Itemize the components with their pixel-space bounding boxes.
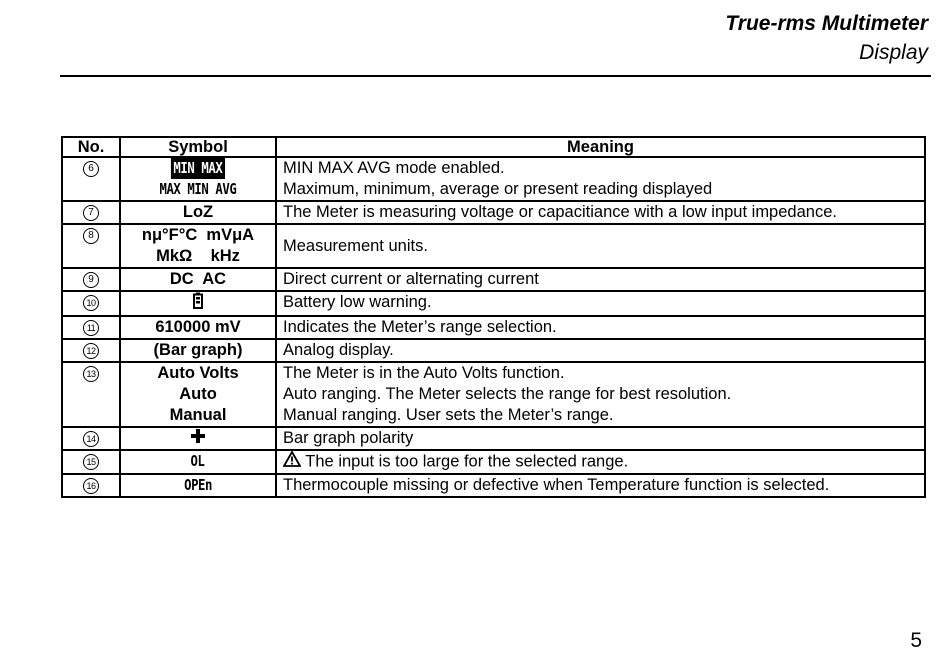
meaning-line: Auto ranging. The Meter selects the range for best resolution. — [283, 385, 732, 403]
meaning-line: Direct current or alternating current — [283, 270, 539, 288]
range-indicator: 610000 mV — [155, 318, 241, 336]
manual-indicator: Manual — [169, 406, 227, 424]
table-row — [62, 224, 925, 268]
auto-volts-indicator: Auto Volts — [157, 364, 239, 382]
item-number: 15 — [83, 454, 99, 470]
meaning-line: Thermocouple missing or defective when Temperature function is selected. — [283, 476, 830, 495]
meaning-line: Indicates the Meter’s range selection. — [283, 318, 557, 336]
auto-indicator: Auto — [179, 385, 217, 403]
overload-indicator: OL — [191, 452, 205, 471]
symbol-cell — [120, 339, 276, 362]
meaning-cell — [276, 474, 925, 497]
item-number: 10 — [83, 295, 99, 311]
symbol-cell — [120, 474, 276, 497]
symbol-cell — [120, 157, 276, 201]
bar-graph-label: (Bar graph) — [153, 341, 243, 359]
meaning-cell — [276, 268, 925, 291]
meaning-cell — [276, 427, 925, 450]
table-row — [62, 427, 925, 450]
table-row — [62, 339, 925, 362]
open-indicator: OPEn — [184, 476, 212, 495]
battery-low-icon — [193, 292, 203, 315]
item-number: 9 — [83, 272, 99, 288]
symbol-cell — [120, 427, 276, 450]
item-number: 16 — [83, 478, 99, 494]
meaning-line: Maximum, minimum, average or present reading displayed — [283, 180, 713, 198]
table-row — [62, 291, 925, 316]
table-row — [62, 474, 925, 497]
item-number: 11 — [83, 320, 99, 336]
dc-ac-indicator: DC AC — [169, 270, 227, 288]
meaning-cell — [276, 157, 925, 201]
meaning-cell — [276, 339, 925, 362]
meaning-line: Battery low warning. — [283, 293, 432, 311]
meaning-cell — [276, 450, 925, 474]
item-number: 12 — [83, 343, 99, 359]
table-row — [62, 316, 925, 339]
loz-indicator: LoZ — [182, 203, 214, 221]
item-number: 6 — [83, 161, 99, 177]
meaning-line: The Meter is in the Auto Volts function. — [283, 364, 565, 382]
meaning-cell — [276, 201, 925, 224]
column-header-symbol: Symbol — [120, 137, 276, 157]
min-max-indicator: MIN MAX — [171, 158, 225, 179]
meaning-line: The input is too large for the selected range. — [305, 452, 629, 471]
meaning-cell — [276, 316, 925, 339]
max-min-avg-indicator: MAX MIN AVG — [159, 180, 237, 198]
table-row — [62, 362, 925, 427]
table-row — [62, 268, 925, 291]
plus-polarity-icon — [191, 428, 205, 449]
item-number: 8 — [83, 228, 99, 244]
symbol-cell — [120, 224, 276, 268]
table-header-row — [62, 137, 925, 157]
symbol-cell — [120, 450, 276, 474]
meaning-line: Analog display. — [283, 341, 394, 359]
units-indicator: nμ°F°C mVμA — [141, 226, 255, 244]
meaning-line: The Meter is measuring voltage or capacitiance with a low input impedance. — [283, 203, 837, 221]
meaning-line: Manual ranging. User sets the Meter’s range. — [283, 406, 614, 424]
table-row — [62, 450, 925, 474]
units-indicator: MkΩ kHz — [156, 247, 240, 265]
item-number: 13 — [83, 366, 99, 382]
meaning-cell — [276, 224, 925, 268]
meaning-line: Measurement units. — [283, 236, 428, 255]
column-header-meaning: Meaning — [276, 137, 925, 157]
symbol-cell — [120, 291, 276, 316]
item-number: 7 — [83, 205, 99, 221]
item-number: 14 — [83, 431, 99, 447]
meaning-cell — [276, 291, 925, 316]
symbol-cell — [120, 316, 276, 339]
symbol-cell — [120, 201, 276, 224]
symbol-cell — [120, 362, 276, 427]
section-title: Display — [859, 41, 928, 64]
display-symbols-table — [61, 136, 926, 498]
meaning-cell — [276, 362, 925, 427]
symbol-cell — [120, 268, 276, 291]
meaning-line: MIN MAX AVG mode enabled. — [283, 159, 505, 177]
header-divider — [60, 75, 931, 77]
warning-triangle-icon — [283, 451, 301, 473]
table-row — [62, 157, 925, 201]
meaning-line: Bar graph polarity — [283, 429, 414, 447]
table-row — [62, 201, 925, 224]
column-header-no: No. — [62, 137, 120, 157]
page-number: 5 — [910, 629, 922, 652]
manual-title: True-rms Multimeter — [725, 12, 928, 35]
